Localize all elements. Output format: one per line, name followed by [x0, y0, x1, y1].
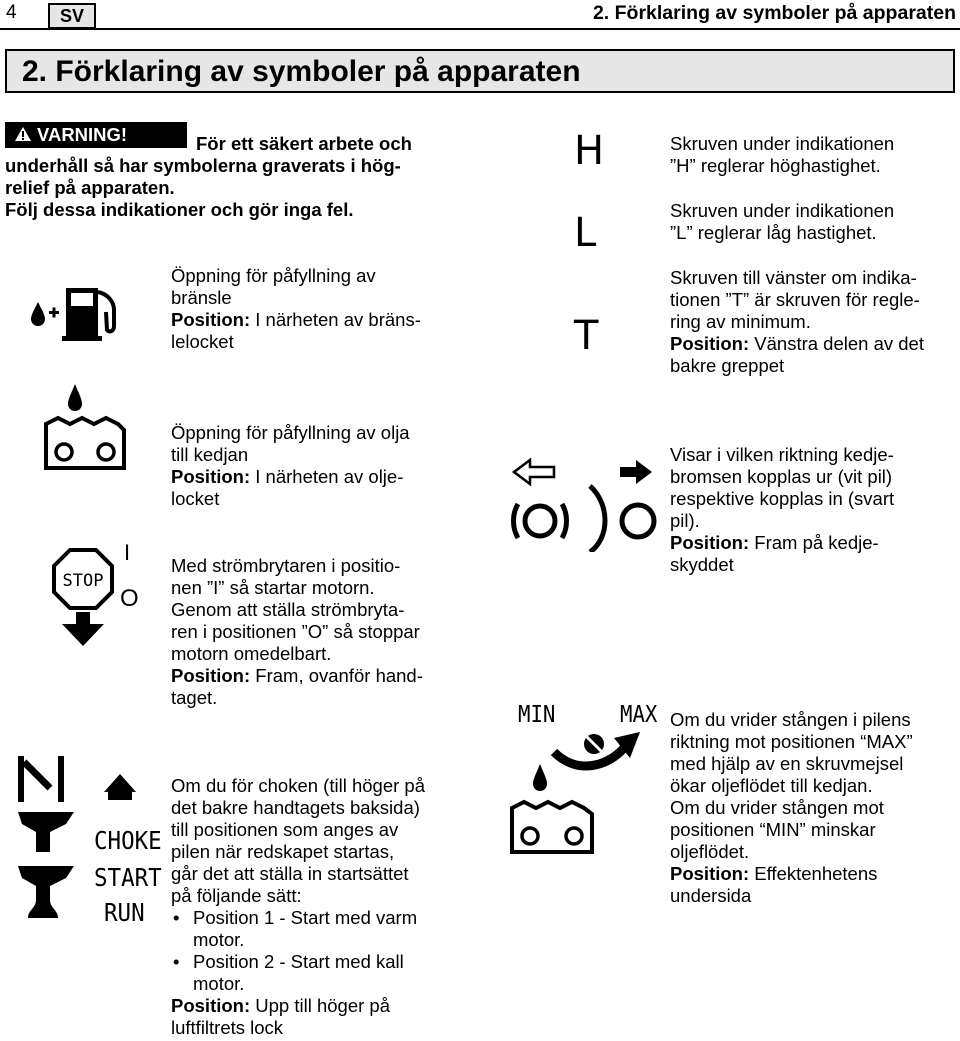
fuel-line-1: Öppning för påfyllning av [171, 265, 376, 286]
brake-position-text-2: skyddet [670, 554, 734, 575]
oilflow-position [670, 863, 877, 885]
choke-label: CHOKE [94, 826, 162, 855]
carb-h-label: H [574, 128, 605, 174]
page-title: 2. Förklaring av symboler på apparaten [22, 55, 581, 88]
carb-t-line-2: tionen ”T” är skruven för regle- [670, 289, 920, 310]
fuel-position [171, 309, 421, 331]
carb-position-text-2: bakre greppet [670, 355, 785, 376]
list-item: • Position 2 - Start med kall motor. [171, 951, 459, 995]
oilflow-line-3: med hjälp av en skruvmejsel [670, 753, 904, 774]
brake-line-2: bromsen kopplas ur (vit pil) [670, 466, 893, 487]
carb-l-line-1: Skruven under indikationen [670, 200, 895, 221]
switch-position-text-2: taget. [171, 687, 218, 708]
run-label: RUN [104, 898, 145, 927]
warning-line-4: Följ dessa indikationer och gör inga fel. [5, 199, 354, 220]
warning-line-2: underhåll så har symbolerna graverats i hög- [5, 155, 401, 176]
page-number: 4 [6, 2, 17, 23]
oilflow-line-4: ökar oljeflödet till kedjan. [670, 775, 873, 796]
choke-line-6: på följande sätt: [171, 885, 302, 906]
oil-position-label: Position: [171, 466, 251, 487]
choke-line-5: går det att ställa in startsättet [171, 863, 409, 884]
choke-line-2: det bakre handtagets baksida) [171, 797, 420, 818]
oilflow-position-text-2: undersida [670, 885, 752, 906]
switch-line-2: nen ”I” så startar motorn. [171, 577, 375, 598]
warning-label: VARNING! [37, 124, 128, 145]
oil-position [171, 466, 459, 488]
chain-oil-icon [40, 382, 130, 478]
carb-h-line-1: Skruven under indikationen [670, 133, 895, 154]
running-title: 2. Förklaring av symboler på apparaten [592, 2, 956, 24]
oil-flow-adjust-icon [506, 726, 666, 866]
choke-position-label: Position: [171, 995, 251, 1016]
choke-position-text: Upp till höger på [250, 995, 391, 1016]
switch-position-label: Position: [171, 665, 251, 686]
list-item: • Position 1 - Start med varm motor. [171, 907, 459, 951]
carb-t-line-1: Skruven till vänster om indika- [670, 267, 917, 288]
oilflow-min-label: MIN [518, 702, 556, 728]
brake-line-4: pil). [670, 510, 700, 531]
choke-position [171, 995, 459, 1017]
oil-position-text-2: locket [171, 488, 220, 509]
oil-line-1: Öppning för påfyllning av olja [171, 422, 410, 443]
carb-position-label: Position: [670, 333, 750, 354]
oilflow-line-6: positionen “MIN” minskar [670, 819, 876, 840]
switch-position-text: Fram, ovanför hand- [250, 665, 423, 686]
oilflow-line-1: Om du vrider stången i pilens [670, 709, 911, 730]
warning-line-1: För ett säkert arbete och [196, 133, 412, 154]
carb-l-label: L [574, 210, 597, 256]
warning-badge [5, 122, 187, 148]
oilflow-position-text: Effektenhetens [749, 863, 878, 884]
start-label: START [94, 863, 162, 892]
oilflow-line-2: riktning mot positionen “MAX” [670, 731, 913, 752]
carb-h-line-2: ”H” reglerar höghastighet. [670, 155, 881, 176]
switch-line-5: motorn omedelbart. [171, 643, 332, 664]
choke-position-text-2: luftfiltrets lock [171, 1017, 284, 1038]
switch-o-label: O [120, 585, 139, 612]
fuel-line-2: bränsle [171, 287, 232, 308]
oil-line-2: till kedjan [171, 444, 249, 465]
brake-line-1: Visar i vilken riktning kedje- [670, 444, 894, 465]
brake-position-label: Position: [670, 532, 750, 553]
carb-t-label: T [574, 313, 599, 359]
stop-switch-icon [52, 548, 114, 648]
brake-line-3: respektive kopplas in (svart [670, 488, 895, 509]
choke-line-1: Om du för choken (till höger på [171, 775, 425, 796]
chain-brake-icon [506, 452, 666, 552]
switch-line-3: Genom att ställa strömbryta- [171, 599, 405, 620]
oilflow-max-label: MAX [620, 702, 658, 728]
switch-line-4: ren i positionen ”O” så stoppar [171, 621, 420, 642]
oilflow-line-5: Om du vrider stången mot [670, 797, 884, 818]
switch-i-label: I [124, 540, 131, 565]
warning-line-3: relief på apparaten. [5, 177, 175, 198]
carb-t-line-3: ring av minimum. [670, 311, 811, 332]
switch-line-1: Med strömbrytaren i positio- [171, 555, 401, 576]
oilflow-position-label: Position: [670, 863, 750, 884]
carb-position-text: Vänstra delen av det [749, 333, 924, 354]
brake-position [670, 532, 879, 554]
choke-line-4: pilen när redskapet startas, [171, 841, 395, 862]
choke-list [171, 907, 459, 995]
oil-position-text: I närheten av olje- [250, 466, 404, 487]
fuel-position-label: Position: [171, 309, 251, 330]
header-rule [0, 28, 960, 30]
fuel-position-text-2: lelocket [171, 331, 234, 352]
switch-position [171, 665, 423, 687]
oilflow-line-7: oljeflödet. [670, 841, 750, 862]
warning-icon [15, 122, 31, 148]
fuel-position-text: I närheten av bräns- [250, 309, 421, 330]
brake-position-text: Fram på kedje- [749, 532, 879, 553]
choke-line-3: till positionen som anges av [171, 819, 399, 840]
carb-l-line-2: ”L” reglerar låg hastighet. [670, 222, 877, 243]
language-badge: SV [48, 3, 96, 29]
stop-sign-label: STOP [62, 571, 104, 591]
fuel-pump-icon [28, 278, 128, 342]
carb-position [670, 333, 924, 355]
